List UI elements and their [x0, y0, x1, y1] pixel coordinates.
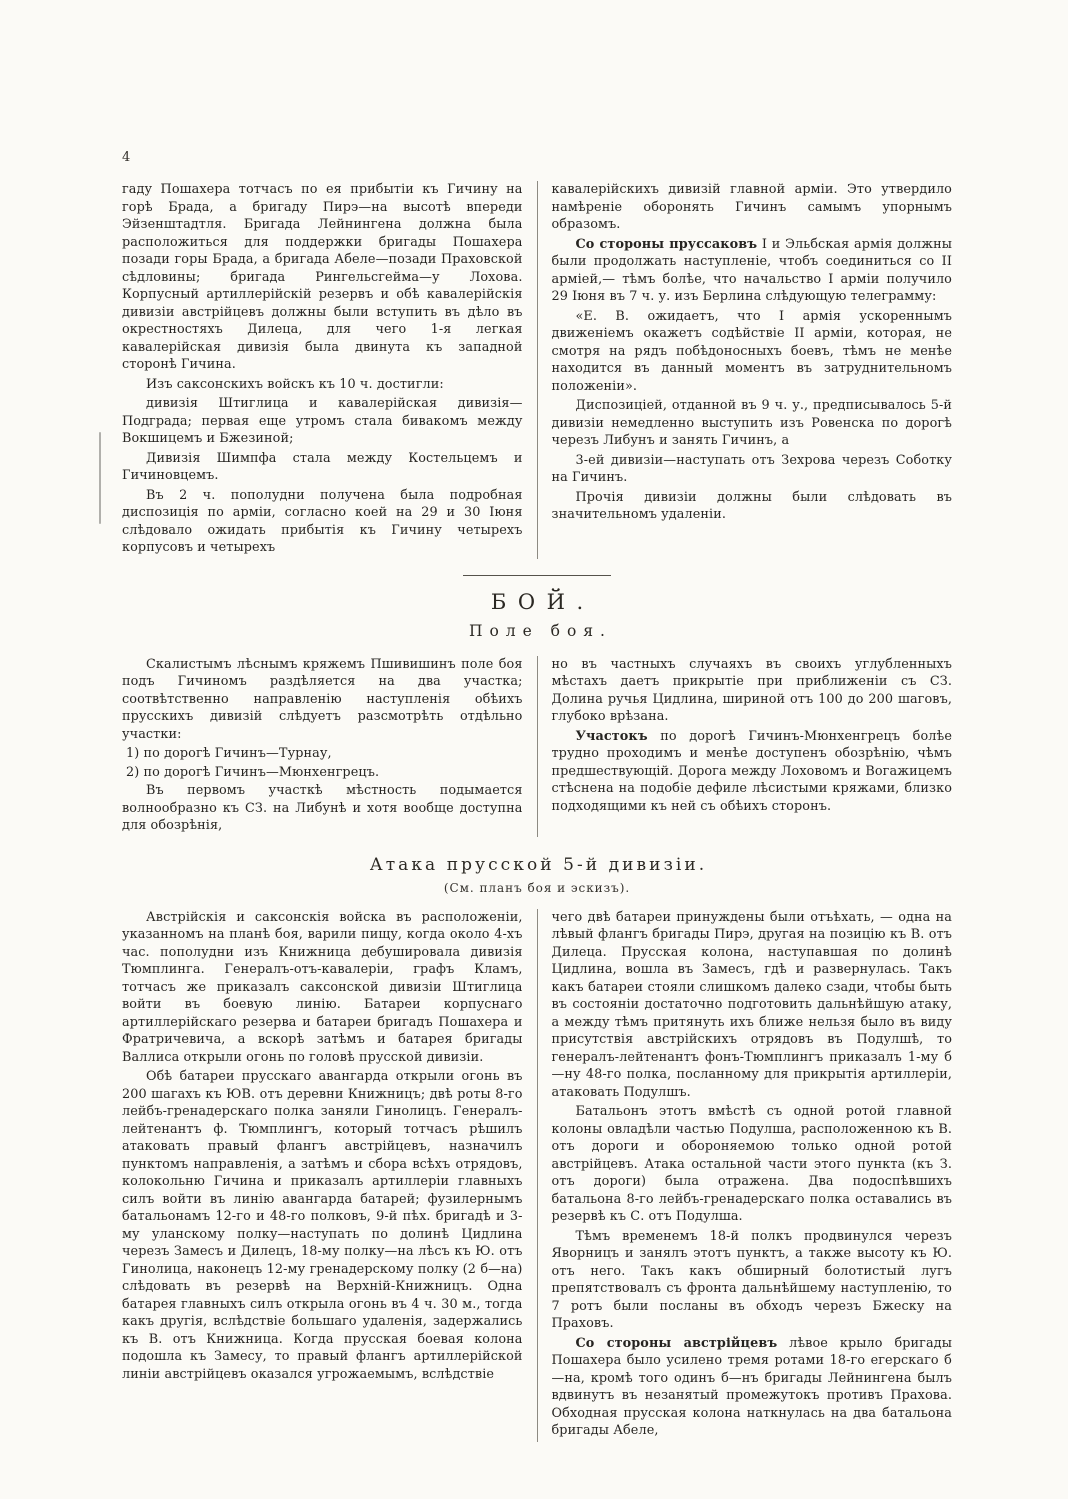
paragraph-text: лѣвое крыло бригады Пошахера было усилено тремя ротами 18-го егерскаго б—на, кромѣ того одинъ б—нъ бригады Лейнингена былъ вдвинутъ въ незанятый промежутокъ противъ Прахова. Обходная прусская колона наткнулась на два батальона бригады Абеле, [551, 1335, 952, 1438]
paragraph: Диспозиціей, отданной въ 9 ч. у., предписывалось 5-й дивизіи немедленно выступить изъ Ровенска по дорогѣ черезъ Либунъ и занять Гичинъ, а [551, 398, 952, 448]
paragraph: но въ частныхъ случаяхъ въ своихъ углубленныхъ мѣстахъ даетъ прикрытіе при приближеніи съ СЗ. Долина ручья Цидлина, шириной отъ 100 до 200 шаговъ, глубоко врѣзана. [551, 656, 952, 724]
paragraph: Тѣмъ временемъ 18-й полкъ продвинулся черезъ Яворницъ и занялъ этотъ пунктъ, а также высоту къ Ю. отъ него. Такъ какъ обширный болотистый лугъ препятствовалъ съ фронта дальнѣйшему наступленію, то 7 ротъ были посланы въ обходъ черезъ Бжеску на Праховъ. [551, 1228, 952, 1331]
list-item: 1) по дорогѣ Гичинъ—Турнау, [126, 746, 332, 761]
paragraph: гаду Пошахера тотчасъ по ея прибытіи къ Гичину на горѣ Брада, а бригаду Пирэ—на высотѣ впереди Эйзенштадтля. Бригада Лейнингена должна была расположиться для поддержки бригады Пошахера позади горы Брада, а бригада Абеле—позади Праховской сѣдловины; бригада Рингельсгейма—у Лохова. Корпусный артиллерійскій резервъ и обѣ кавалерійскія дивизіи австрійцевъ должны были вступить въ дѣло въ окрестностяхъ Дилеца, для чего 1-я легкая кавалерійская дивизія была двинута къ западной сторонѣ Гичина. [122, 182, 523, 372]
paragraph: Дивизія Шимпфа стала между Костельцемъ и Гичиновцемъ. [122, 450, 523, 483]
attack-left-column [122, 909, 537, 1442]
attack-subtitle: (См. планъ боя и эскизъ). [443, 880, 631, 895]
battlefield-left-column [122, 656, 537, 837]
intro-right-column [538, 181, 953, 559]
section-divider [463, 575, 611, 576]
scan-artifact [99, 432, 101, 524]
intro-section [122, 181, 952, 559]
intro-left-column [122, 181, 537, 559]
attack-section [122, 909, 952, 1442]
paragraph: «Е. В. ожидаетъ, что I армія ускореннымъ движеніемъ окажетъ содѣйствіе II арміи, которая, не смотря на рядъ побѣдоносныхъ боевъ, тѣмъ не менѣе находится въ данный моментъ въ затруднительномъ положеніи». [551, 308, 952, 394]
battlefield-subtitle: Поле боя. [469, 621, 612, 640]
bold-lead: Со стороны австрійцевъ [575, 1335, 778, 1351]
bold-lead: Участокъ [575, 728, 648, 744]
paragraph: Батальонъ этотъ вмѣстѣ съ одной ротой главной колоны овладѣли частью Подулша, расположенною къ В. отъ дороги и обороняемою только одной ротой австрійцевъ. Атака остальной части этого пункта (къ З. отъ дороги) была отражена. Два подоспѣвшихъ батальона 8-го лейбъ-гренадерскаго полка оставались въ резервѣ къ С. отъ Подулша. [551, 1104, 952, 1224]
attack-right-column [538, 909, 953, 1442]
battle-title: БОЙ. [490, 589, 595, 614]
paragraph: 3-ей дивизіи—наступать отъ Зехрова черезъ Соботку на Гичинъ. [551, 452, 952, 485]
paragraph: Въ 2 ч. пополудни получена была подробная диспозиція по арміи, согласно коей на 29 и 30 Іюня слѣдовало ожидать прибытія къ Гичину четырехъ корпусовъ и четырехъ [122, 487, 523, 555]
paragraph: Въ первомъ участкѣ мѣстность подымается волнообразно къ СЗ. на Либунѣ и хотя вообще доступна для обозрѣнія, [122, 783, 523, 833]
battlefield-right-column [538, 656, 953, 837]
bold-lead: Со стороны пруссаковъ [575, 236, 758, 252]
paragraph: кавалерійскихъ дивизій главной арміи. Это утвердило намѣреніе оборонять Гичинъ самымъ упорнымъ образомъ. [551, 182, 952, 232]
paragraph: Обѣ батареи прусскаго авангарда открыли огонь въ 200 шагахъ къ ЮВ. отъ деревни Книжницъ; двѣ роты 8-го лейбъ-гренадерскаго полка заняли Гинолицъ. Генералъ-лейтенантъ ф. Тюмплингъ, который тотчасъ рѣшилъ атаковать правый флангъ австрійцевъ, назначилъ пунктомъ направленія, а затѣмъ и сбора всѣхъ отрядовъ, колокольню Гичина и приказалъ артиллеріи главныхъ силъ войти въ линію авангарда батарей; фузилернымъ батальонамъ 12-го и 48-го полковъ, 9-й пѣх. бригадѣ и 3-му уланскому полку—наступать по долинѣ Цидлина черезъ Замесъ и Дилецъ, 18-му полку—на лѣсъ къ Ю. отъ Гинолица, наконецъ 12-му гренадерскому полку (2 б—на) слѣдовать въ резервѣ на Верхній-Книжницъ. Одна батарея главныхъ силъ открыла огонь въ 4 ч. 30 м., тогда какъ другія, вслѣдствіе большаго удаленія, задержались къ В. отъ Книжница. Когда прусская боевая колона подошла къ Замесу, то правый флангъ артиллерійской линіи австрійцевъ оказался угрожаемымъ, вслѣдствіе [122, 1069, 523, 1382]
attack-title: Атака прусской 5-й дивизіи. [369, 854, 708, 875]
paragraph: Скалистымъ лѣснымъ кряжемъ Пшивишинъ поле боя подъ Гичиномъ раздѣляется на два участка; соотвѣтственно направленію наступленія обѣихъ прусскихъ дивизій слѣдуетъ разсмотрѣть отдѣльно участки: [122, 656, 523, 742]
paragraph: Изъ саксонскихъ войскъ къ 10 ч. достигли: [146, 376, 444, 392]
paragraph: Прочія дивизіи должны были слѣдовать въ значительномъ удаленіи. [551, 489, 952, 522]
battlefield-section [122, 656, 952, 837]
page-number: 4 [122, 150, 131, 165]
paragraph-text: по дорогѣ Гичинъ-Мюнхенгрецъ болѣе трудно проходимъ и менѣе доступенъ обозрѣнію, чѣмъ предшествующій. Дорога между Лоховомъ и Вогажицемъ стѣснена на подобіе дефиле лѣсистыми кряжами, близко подходящими къ ней съ обѣихъ сторонъ. [551, 728, 952, 814]
list-item: 2) по дорогѣ Гичинъ—Мюнхенгрецъ. [126, 764, 380, 780]
paragraph: чего двѣ батареи принуждены были отъѣхать, — одна на лѣвый флангъ бригады Пирэ, другая на позицію къ В. отъ Дилеца. Прусская колона, наступавшая по долинѣ Цидлина, вошла въ Замесъ, гдѣ и развернулась. Такъ какъ батареи стояли слишкомъ далеко сзади, чтобы быть въ состояніи достаточно подготовить дальнѣйшую атаку, а между тѣмъ притянуть ихъ ближе нельзя было въ виду присутствія австрійскихъ отрядовъ въ Подулшѣ, то генералъ-лейтенантъ фонъ-Тюмплингъ приказалъ 1-му б—ну 48-го полка, посланному для прикрытія артиллеріи, атаковать Подулшъ. [551, 909, 952, 1100]
paragraph [552, 1335, 953, 1440]
paragraph: Австрійскія и саксонскія войска въ расположеніи, указанномъ на планѣ боя, варили пищу, когда около 4-хъ час. пополудни изъ Книжница дебушировала дивизія Тюмплинга. Генералъ-отъ-кавалеріи, графъ Кламъ, тотчасъ же приказалъ саксонской дивизіи Штиглица войти въ боевую линію. Батареи корпуснаго артиллерійскаго резерва и батареи бригадъ Пошахера и Фратричевича, а вскорѣ затѣмъ и батарея бригады Валлиса открыли огонь по головѣ прусской дивизіи. [122, 909, 523, 1065]
paragraph [552, 236, 953, 306]
paragraph: дивизія Штиглица и кавалерійская дивизія—Подграда; первая еще утромъ стала бивакомъ между Вокшицемъ и Бжезиной; [122, 396, 523, 446]
paragraph [552, 728, 953, 816]
paragraph-text: I и Эльбская армія должны были продолжать наступленіе, чтобъ соединиться со II арміей,— тѣмъ болѣе, что начальство I арміи получило 29 Іюня въ 7 ч. у. изъ Берлина слѣдующую телеграмму: [551, 236, 952, 304]
